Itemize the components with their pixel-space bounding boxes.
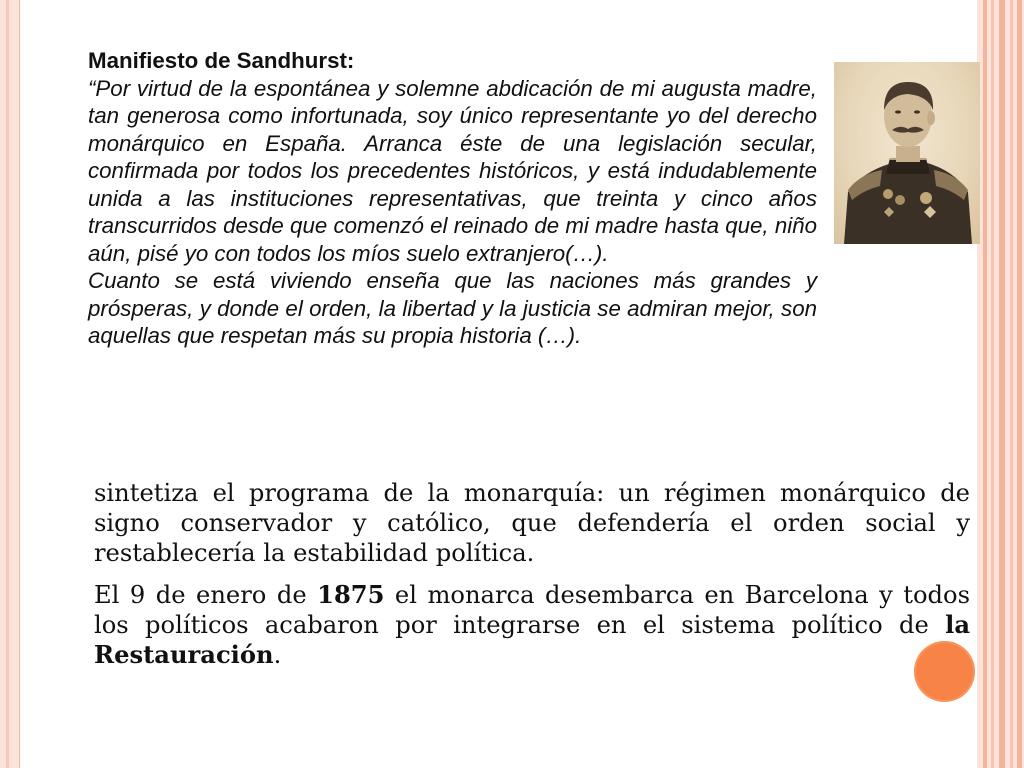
portrait-photo — [834, 62, 980, 244]
quote-title: Manifiesto de Sandhurst: — [88, 48, 355, 73]
body-paragraph-2-end: . — [273, 641, 282, 669]
border-stripe — [1010, 0, 1013, 768]
sandhurst-quote-block — [88, 47, 817, 350]
orange-circle-decoration — [914, 641, 975, 702]
right-decorative-border — [977, 0, 1024, 768]
portrait-illustration — [834, 62, 980, 244]
body-term-restauracion: la Restauración — [94, 610, 970, 669]
body-text — [94, 478, 970, 670]
body-paragraph-2 — [94, 580, 970, 670]
quote-paragraph-1: “Por virtud de la espontánea y solemne abdicación de mi augusta madre, tan generosa como infortunada, soy único representante yo del derecho monárquico en España. Arranca éste de una legislación secular, confirmada por todos los precedentes históricos, y está indudablemente unida a las instituciones representativas, que treinta y cinco años transcurridos desde que comenzó el reinado de mi madre hasta que, niño aún, pisé yo con todos los míos suelo extranjero(…). — [88, 75, 817, 266]
body-paragraph-2-text-a: El 9 de enero de — [94, 581, 318, 609]
border-stripe — [983, 0, 987, 768]
body-paragraph-2-text-b: el monarca desembarca en Barcelona y todos los políticos acabaron por integrarse en el sistema político de — [94, 581, 971, 639]
border-stripe — [1017, 0, 1022, 768]
left-decorative-border — [0, 0, 20, 768]
border-stripe — [999, 0, 1005, 768]
quote-paragraph-2: Cuanto se está viviendo enseña que las naciones más grandes y prósperas, y donde el orden, la libertad y la justicia se admiran mejor, son aquellas que respetan más su propia historia (…). — [88, 268, 817, 348]
border-stripe — [991, 0, 994, 768]
body-year-1875: 1875 — [317, 580, 385, 609]
body-paragraph-1: sintetiza el programa de la monarquía: un régimen monárquico de signo conservador y católico, que defendería el orden social y restablecería la estabilidad política. — [94, 479, 970, 567]
